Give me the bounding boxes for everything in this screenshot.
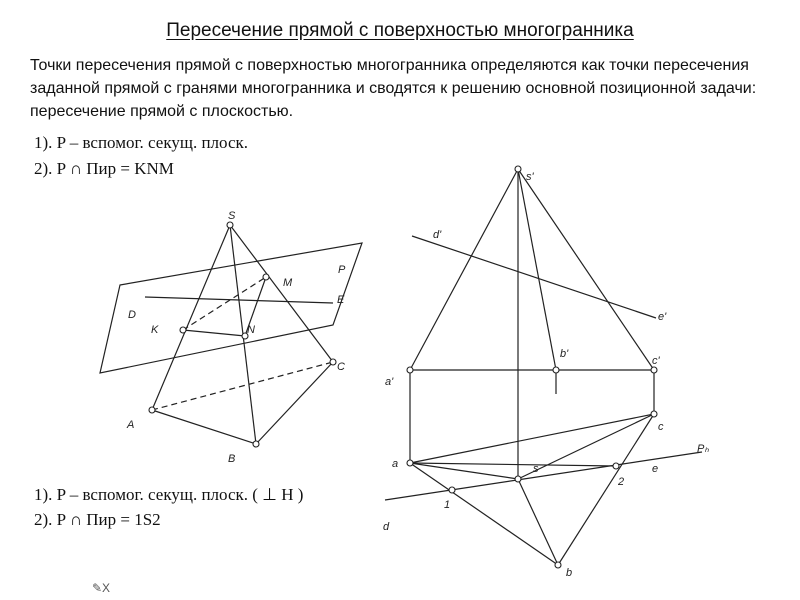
signature-mark: ✎X xyxy=(92,581,111,595)
point-b xyxy=(253,441,259,447)
label-c: c xyxy=(658,421,664,433)
label-d: d xyxy=(383,521,390,533)
section-kn xyxy=(183,330,245,336)
label-m: M xyxy=(283,277,293,289)
label-b: B xyxy=(228,453,236,465)
point-b1 xyxy=(553,367,559,373)
point-a1 xyxy=(407,367,413,373)
edge-as xyxy=(410,463,518,479)
edge-s1a1 xyxy=(410,169,518,370)
edge-bc xyxy=(256,362,333,444)
point-s1 xyxy=(515,166,521,172)
label-d1: d' xyxy=(433,229,442,241)
edge-ac xyxy=(410,414,654,463)
step-bottom-2: 2). P ∩ Пир = 1S2 xyxy=(34,510,161,529)
point-b xyxy=(555,562,561,568)
point-c1 xyxy=(651,367,657,373)
label-c1: c' xyxy=(652,355,660,367)
edge-s1c1 xyxy=(518,169,654,370)
pyramid-orthographic xyxy=(383,166,709,579)
point-k xyxy=(180,327,186,333)
edge-ac-hidden xyxy=(152,362,333,410)
label-a: A xyxy=(127,419,135,431)
edge-s1b1 xyxy=(518,169,556,370)
edge-sb-top xyxy=(518,479,558,565)
step-top-1: 1). P – вспомог. секущ. плоск. xyxy=(34,133,249,152)
label-e: e xyxy=(652,463,659,475)
label-ph: Pₕ xyxy=(697,443,709,455)
line-ph xyxy=(385,452,702,500)
point-s xyxy=(227,222,233,228)
label-b1: b' xyxy=(560,348,569,360)
point-a xyxy=(149,407,155,413)
intro-paragraph: Точки пересечения прямой с поверхностью многогранника определяются как точки пересечения заданной прямой с гранями многогранника и сводятся к решению основной позиционной задачи: пересечение прямой с плоскостью. xyxy=(30,57,757,120)
label-n: N xyxy=(247,324,255,336)
label-s: S xyxy=(228,210,236,222)
point-a xyxy=(407,460,413,466)
label-p: P xyxy=(338,264,346,276)
label-2: 2 xyxy=(618,476,625,488)
label-e1: e' xyxy=(658,311,667,323)
point-s xyxy=(515,476,521,482)
label-a: a xyxy=(392,458,399,470)
section-line xyxy=(410,463,616,466)
section-km-hidden xyxy=(183,277,266,330)
point-1 xyxy=(449,487,455,493)
label-d: D xyxy=(128,309,136,321)
label-e: E xyxy=(337,294,345,306)
label-1: 1 xyxy=(444,499,451,511)
point-m xyxy=(263,274,269,280)
cutting-plane-p xyxy=(100,243,362,373)
page-title: Пересечение прямой с поверхностью многогранника xyxy=(166,20,634,41)
step-bottom-1: 1). P – вспомог. секущ. плоск. ( ⊥ H ) xyxy=(34,485,304,504)
point-c xyxy=(330,359,336,365)
point-2 xyxy=(613,463,619,469)
label-k: K xyxy=(151,324,159,336)
edge-sc xyxy=(230,225,333,362)
label-b: b xyxy=(566,567,573,579)
pyramid-axonometric xyxy=(100,210,362,465)
edge-sa xyxy=(152,225,230,410)
edge-ab-top xyxy=(410,463,558,565)
edge-ab xyxy=(152,410,256,444)
label-s1: s' xyxy=(526,171,534,183)
line-d1e1 xyxy=(412,236,656,318)
point-c xyxy=(651,411,657,417)
label-c: C xyxy=(337,361,345,373)
label-s: s xyxy=(533,463,539,475)
label-a1: a' xyxy=(385,376,394,388)
step-top-2: 2). P ∩ Пир = KNM xyxy=(34,159,174,178)
